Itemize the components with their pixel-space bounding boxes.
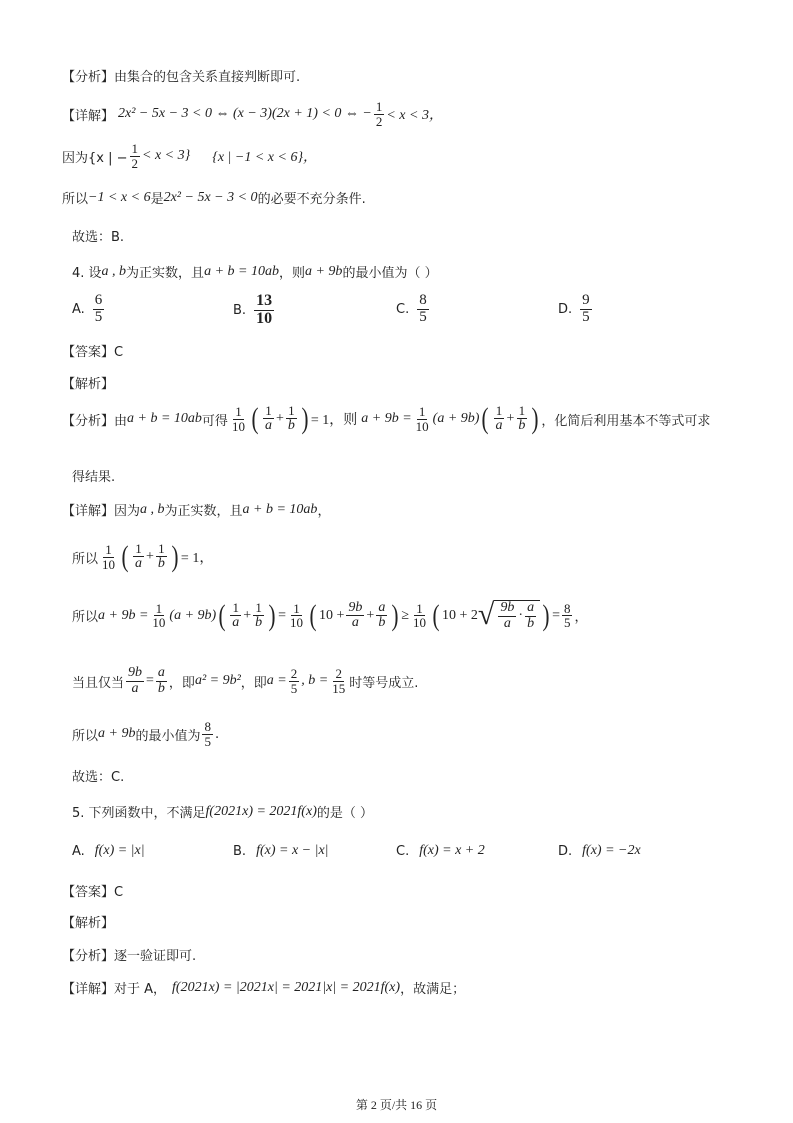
option-label: D. — [558, 301, 573, 317]
option-expression: f(x) = x + 2 — [419, 843, 485, 858]
expression: a² = 9b² — [194, 673, 241, 689]
fraction: $\frac{9b}{a}$ — [348, 599, 363, 631]
expression: a + 9b = — [98, 607, 149, 623]
detail-text: ， — [317, 504, 331, 519]
question-number: 5. 下列函数中，不满足 — [72, 806, 206, 821]
fraction: $\frac{1}{10}$ — [102, 541, 116, 572]
fraction: $\frac{9b}{a}$ — [500, 600, 515, 631]
comma: ， — [574, 610, 588, 626]
stem-text: 的是（ ） — [316, 806, 373, 821]
equals: = — [552, 607, 560, 623]
interval-expression: −1 < x < 6 — [88, 189, 151, 205]
right-paren: ) — [531, 402, 539, 435]
fraction: $\frac{2}{15}$ — [332, 666, 346, 696]
fraction: $\frac{8}{5}$ — [563, 600, 571, 631]
detail-expression: f(2021x) = |2021x| = 2021|x| = 2021f(x) — [172, 979, 401, 995]
step-2: 所以 a + 9b = $\frac{1}{10}$ (a + 9b) ( $\frac{1}{a}$ + $\frac{1}{b}$ ) = $\frac{1}{10}$ ( 10 + $\frac{9b}{a}$ + $\frac{a}{b}$ ) ≥ $\frac{1}{10}$ ( 10 + 2 √ $\frac{9b}{a}$ · $\frac{a}{b}$ ) = $\frac{8}{5}$ ， — [72, 598, 588, 632]
inequality-expression: 2x² − 5x − 3 < 0 ⇔ (x − 3)(2x + 1) < 0 ⇔ − — [118, 106, 372, 122]
left-paren: ( — [218, 598, 226, 632]
step-prefix: 所以 — [72, 728, 99, 744]
option-label: C. — [396, 301, 410, 317]
detail-label: 【详解】因为 — [62, 504, 141, 519]
step-text: 的最小值为 — [135, 728, 201, 744]
option-label: B. — [233, 843, 247, 859]
inequality-tail: < x < 3， — [386, 108, 443, 124]
left-paren: ( — [432, 598, 440, 632]
detail-label: 【详解】 — [62, 108, 115, 124]
fraction: $\frac{1}{a}$ — [232, 600, 240, 630]
option-a — [72, 293, 106, 326]
fraction: $\frac{8}{5}$ — [204, 719, 211, 749]
left-paren: ( — [121, 540, 129, 573]
conclusion-prefix: 所以 — [62, 192, 89, 207]
selection-text: 故选：B. — [72, 230, 125, 245]
answer-text: 【答案】C — [62, 345, 124, 360]
geq: ≥ — [401, 607, 410, 623]
right-paren: ) — [268, 598, 276, 632]
answer-line-q5 — [62, 881, 123, 900]
condition-expression: f(2021x) = 2021f(x) — [205, 803, 317, 819]
equals-text: = 1， — [180, 551, 214, 566]
detail-text: ，故满足； — [400, 982, 466, 997]
step-prefix: 所以 — [72, 551, 99, 567]
left-paren: ( — [481, 402, 489, 435]
stem-text: 的最小值为（ ） — [342, 266, 438, 281]
equals: = — [146, 673, 154, 689]
expression: (a + 9b) — [432, 411, 480, 426]
left-paren: ( — [309, 598, 317, 632]
expression: a = — [266, 673, 287, 689]
subset-text-a: 因为{x | − — [62, 150, 128, 166]
analysis-text: 【分析】逐一验证即可. — [62, 949, 197, 964]
step-1: 所以 $\frac{1}{10}$ ( $\frac{1}{a}$ + $\frac{1}{b}$ ) = 1， — [72, 540, 214, 573]
plus: + — [366, 607, 375, 623]
solution-heading-q4 — [62, 373, 114, 392]
option-expression: f(x) = x − |x| — [256, 843, 329, 858]
right-paren: ) — [171, 540, 179, 573]
subset-text-b: < x < 3} — [142, 148, 191, 164]
option-fraction: $\frac{6}{5}$ — [94, 292, 103, 325]
analysis-text: 得结果. — [72, 470, 116, 485]
solution-heading: 【解析】 — [62, 377, 115, 392]
selection-text: 故选：C. — [72, 770, 125, 785]
fraction: $\frac{1}{b}$ — [287, 403, 295, 433]
right-paren: ) — [542, 598, 550, 632]
option-fraction: $\frac{13}{10}$ — [256, 292, 273, 327]
equals-text: = 1，则 — [310, 413, 358, 428]
fraction: $\frac{1}{b}$ — [255, 600, 263, 630]
detail-line-q4 — [62, 500, 330, 519]
fraction: $\frac{1}{10}$ — [231, 403, 245, 434]
fraction: $\frac{1}{b}$ — [157, 541, 165, 571]
option-label: B. — [233, 302, 247, 318]
option-expression: f(x) = −2x — [582, 843, 641, 858]
step-text: ，即 — [168, 675, 195, 691]
condition-expression: a + b = 10ab — [127, 411, 202, 426]
q5-option-b — [233, 843, 329, 859]
question-number: 4. 设 — [72, 266, 102, 281]
detail-label: 【详解】对于 A， — [62, 982, 167, 997]
analysis-text: 【分析】由 — [62, 413, 128, 429]
condition-expression: a + b = 10ab — [242, 501, 318, 517]
fraction: $\frac{9b}{a}$ — [128, 665, 143, 696]
subset-line — [62, 142, 317, 170]
q5-option-a — [72, 843, 145, 859]
conclusion-suffix: 的必要不充分条件. — [257, 192, 366, 207]
fraction: $\frac{1}{a}$ — [264, 403, 272, 433]
expression: 10 + 2 — [442, 607, 478, 623]
subset-text-c: {x | −1 < x < 6}， — [212, 150, 318, 166]
expression: a + 9b = — [361, 411, 412, 426]
analysis-text: ，化简后利用基本不等式可求 — [541, 413, 711, 429]
step-prefix: 当且仅当 — [72, 675, 125, 691]
page-footer: 第 2 页/共 16 页 — [355, 1098, 438, 1112]
equals: = — [278, 607, 287, 623]
analysis-text: 可得 — [201, 413, 228, 429]
selection-line-q3 — [72, 226, 124, 245]
target-expression: a + 9b — [304, 263, 343, 279]
condition-expression: a + b = 10ab — [204, 263, 279, 279]
option-c — [396, 293, 431, 326]
fraction: $\frac{1}{b}$ — [518, 403, 526, 433]
analysis-text: 【分析】由集合的包含关系直接判断即可. — [62, 70, 301, 85]
fraction-half: $\frac{1}{2}$ — [131, 141, 139, 171]
step-3 — [72, 666, 418, 696]
option-b — [233, 293, 276, 328]
q5-option-c — [396, 843, 485, 859]
question-5-stem — [72, 802, 373, 821]
analysis-line-q3 — [62, 66, 300, 85]
detail-text: 为正实数，且 — [164, 504, 243, 519]
left-paren: ( — [251, 402, 259, 435]
detail-line-q5 — [62, 978, 465, 997]
conclusion-is: 是 — [150, 192, 164, 207]
step-prefix: 所以 — [72, 610, 99, 626]
analysis-line-q4-cont — [72, 466, 115, 485]
fraction: $\frac{1}{10}$ — [413, 600, 427, 631]
option-expression: f(x) = |x| — [94, 843, 145, 858]
inequality-expression: 2x² − 5x − 3 < 0 — [163, 189, 258, 205]
step-4 — [72, 720, 219, 748]
option-fraction: $\frac{8}{5}$ — [419, 292, 427, 325]
option-label: C. — [396, 843, 410, 859]
expression: (a + 9b) — [169, 607, 217, 623]
analysis-line-q4: 【分析】由 a + b = 10ab 可得 $\frac{1}{10}$ ( $\frac{1}{a}$ + $\frac{1}{b}$ ) = 1，则 a + 9b = $\frac{1}{10}$ (a + 9b) ( $\frac{1}{a}$ + $\frac{1}{b}$ ) ，化简后利用基本不等式可求 — [62, 402, 711, 435]
step-text: ，即 — [240, 675, 267, 691]
variables: a , b — [101, 263, 127, 279]
fraction: $\frac{1}{10}$ — [415, 403, 429, 434]
solution-heading: 【解析】 — [62, 916, 115, 931]
option-d — [558, 293, 594, 326]
variables: a , b — [140, 501, 165, 517]
expression: 10 + — [319, 607, 345, 623]
fraction: $\frac{2}{5}$ — [290, 666, 298, 696]
fraction: $\frac{1}{a}$ — [495, 403, 503, 433]
fraction: $\frac{1}{10}$ — [152, 600, 166, 631]
question-4-stem — [72, 262, 438, 281]
analysis-line-q5 — [62, 945, 196, 964]
expression: a + 9b — [98, 726, 136, 742]
option-label: A. — [72, 843, 85, 859]
answer-line-q4 — [62, 341, 123, 360]
right-paren: ) — [301, 402, 309, 435]
fraction: $\frac{a}{b}$ — [378, 599, 386, 631]
detail-line-q3 — [62, 100, 443, 128]
option-label: A. — [72, 301, 85, 317]
step-text: 时等号成立. — [349, 675, 419, 691]
stem-text: ，则 — [278, 266, 305, 281]
q5-option-d — [558, 843, 641, 859]
solution-heading-q5 — [62, 912, 114, 931]
stem-text: 为正实数，且 — [126, 266, 205, 281]
fraction: $\frac{a}{b}$ — [157, 665, 165, 696]
answer-text: 【答案】C — [62, 885, 124, 900]
option-label: D. — [558, 843, 573, 859]
fraction: $\frac{1}{a}$ — [135, 541, 143, 571]
sqrt-icon: √ $\frac{9b}{a}$ · $\frac{a}{b}$ — [478, 600, 540, 631]
fraction: $\frac{1}{10}$ — [290, 600, 304, 631]
right-paren: ) — [391, 598, 399, 632]
period: . — [214, 726, 220, 742]
fraction: $\frac{a}{b}$ — [527, 600, 535, 631]
fraction-half: $\frac{1}{2}$ — [375, 99, 383, 129]
expression: , b = — [301, 673, 329, 689]
selection-line-q4 — [72, 766, 124, 785]
option-fraction: $\frac{9}{5}$ — [582, 292, 590, 325]
conclusion-line-q3 — [62, 188, 366, 207]
